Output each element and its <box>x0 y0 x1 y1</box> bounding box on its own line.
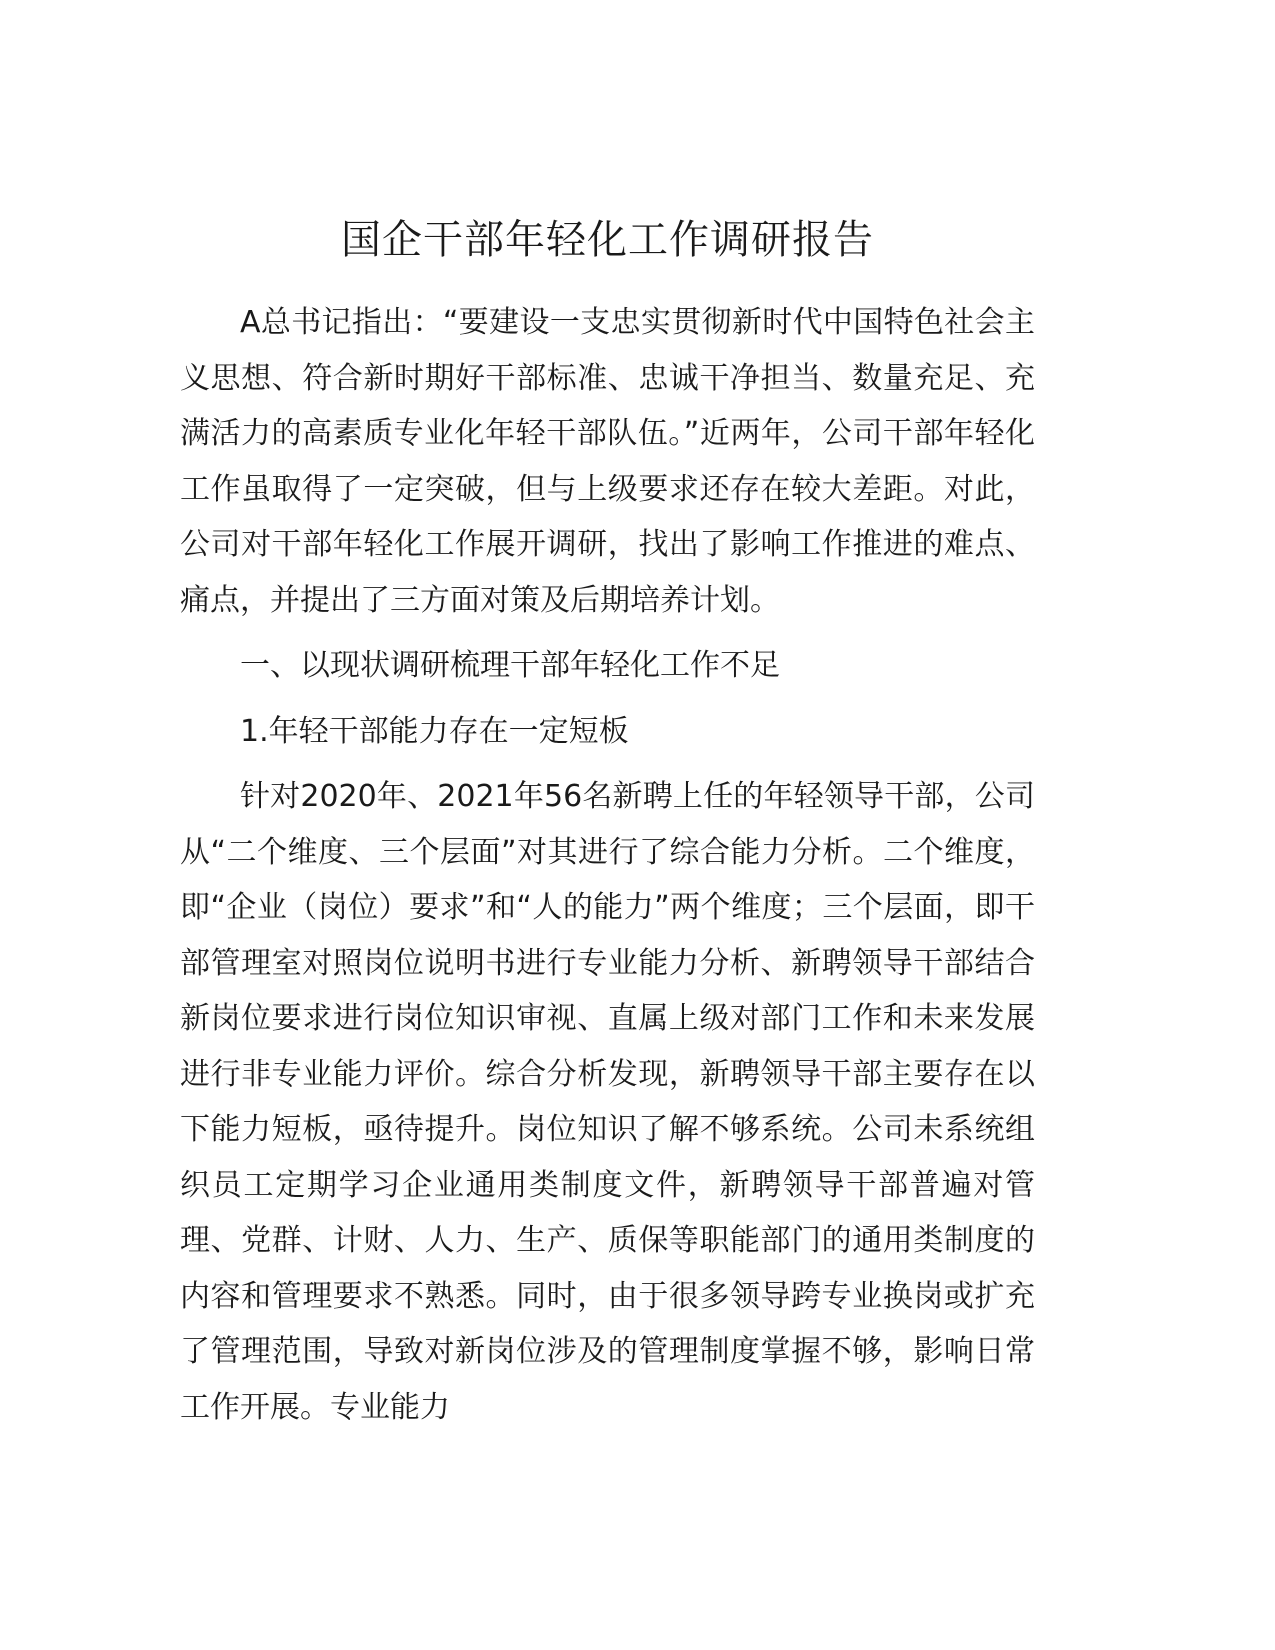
section-heading: 一、以现状调研梳理干部年轻化工作不足 <box>240 648 780 683</box>
subsection-heading: 1.年轻干部能力存在一定短板 <box>240 713 629 749</box>
intro-paragraph: A总书记指出：“要建设一支忠实贯彻新时代中国特色社会主义思想、符合新时期好干部标准、忠诚干净担当、数量充足、充满活力的高素质专业化年轻干部队伍。”近两年，公司干部年轻化工作虽取得了一定突破，但与上级要求还存在较大差距。对此，公司对干部年轻化工作展开调研，找出了影响工作推进的难点、痛点，并提出了三方面对策及后期培养计划。 <box>180 305 1035 618</box>
body-paragraph: 针对2020年、2021年56名新聘上任的年轻领导干部，公司从“二个维度、三个层面”对其进行了综合能力分析。二个维度，即“企业（岗位）要求”和“人的能力”两个维度；三个层面，即干部管理室对照岗位说明书进行专业能力分析、新聘领导干部结合新岗位要求进行岗位知识审视、直属上级对部门工作和未来发展进行非专业能力评价。综合分析发现，新聘领导干部主要存在以下能力短板，亟待提升。岗位知识了解不够系统。公司未系统组织员工定期学习企业通用类制度文件，新聘领导干部普遍对管理、党群、计财、人力、生产、质保等职能部门的通用类制度的内容和管理要求不熟悉。同时，由于很多领导跨专业换岗或扩充了管理范围，导致对新岗位涉及的管理制度掌握不够，影响日常工作开展。专业能力 <box>180 779 1035 1425</box>
document-page <box>180 205 1035 1435</box>
document-title: 国企干部年轻化工作调研报告 <box>341 217 874 263</box>
